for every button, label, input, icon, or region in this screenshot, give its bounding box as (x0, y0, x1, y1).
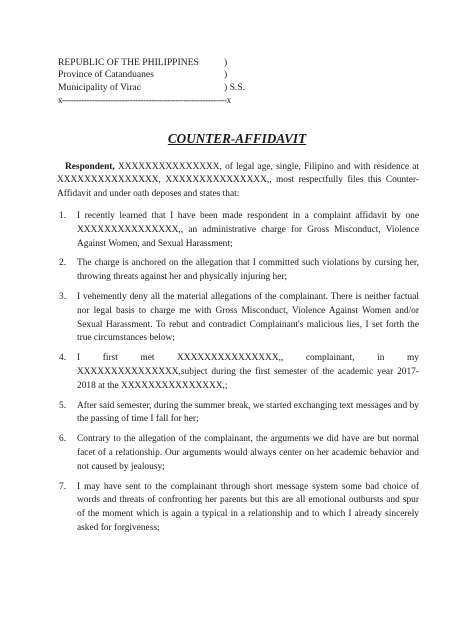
intro-text: XXXXXXXXXXXXXXX, of legal age, single, Filipino and with residence at XXXXXXXXXXXXXXX, XXXXXXXXXXXXXXX,, most respectfully files this Counter-Affidavit and under oath deposes and states that: (57, 162, 419, 199)
list-item (57, 291, 419, 346)
caption-province: Province of Catanduanes (58, 69, 154, 81)
list-item (57, 481, 419, 536)
caption-separator: x-------------------------------------------------------------x (58, 95, 231, 106)
item-number: 2. (59, 258, 67, 269)
list-item (57, 352, 419, 393)
document-title: COUNTER-AFFIDAVIT (167, 131, 307, 146)
item-text: I may have sent to the complainant through short message system some bad choice of words and threats of confronting her parents but this are all emotional outbursts and spur of the moment which is again a typical in a relationship and to which I already sincerely asked for forgiveness; (77, 481, 419, 533)
item-text: I recently learned that I have been made respondent in a complaint affidavit by one XXXXXXXXXXXXXXX,, an administrative charge for Gross Misconduct, Violence Against Women, and Sexual Harassment; (77, 211, 419, 249)
item-number: 3. (59, 291, 67, 302)
caption-bracket: ) (224, 57, 228, 68)
allegations-list (57, 210, 419, 536)
respondent-label: Respondent, (65, 162, 115, 172)
list-item (57, 433, 419, 474)
caption-bracket: ) (224, 69, 228, 81)
caption-ss: ) S.S. (224, 81, 246, 93)
item-number: 4. (59, 353, 67, 364)
item-text: I vehemently deny all the material allegations of the complainant. There is neither factual nor legal basis to charge me with Gross Misconduct, Violence Against Women and/or Sexual Harassment. To rebut and contradict Complainant's malicious lies, I set forth the true circumstances below; (77, 291, 419, 344)
item-number: 5. (59, 400, 67, 411)
caption-municipality: Municipality of Virac (58, 81, 141, 93)
item-text: I first met XXXXXXXXXXXXXXX,, complainant, in my XXXXXXXXXXXXXXX,subject during the first semester of the academic year 2017-2018 at the XXXXXXXXXXXXXXX,; (77, 353, 419, 391)
caption-row (58, 57, 245, 69)
item-number: 6. (59, 434, 67, 445)
item-text: The charge is anchored on the allegation that I committed such violations by cursing her, throwing threats against her and physically injuring her; (77, 258, 419, 283)
item-number: 7. (59, 481, 67, 492)
item-number: 1. (59, 211, 67, 221)
caption-row (58, 82, 245, 94)
intro-paragraph (57, 161, 419, 201)
list-item (57, 400, 419, 428)
caption-row (58, 69, 245, 81)
caption-republic: REPUBLIC OF THE PHILIPPINES (58, 57, 199, 68)
venue-caption (58, 57, 245, 107)
list-item (57, 210, 419, 251)
item-text: Contrary to the allegation of the complainant, the arguments we did have are but normal facet of a relationship. Our arguments would always center on her academic behavior and not caused by jealousy; (77, 434, 419, 472)
item-text: After said semester, during the summer break, we started exchanging text messages and by the passing of time I fall for her; (77, 400, 419, 425)
list-item (57, 257, 419, 285)
